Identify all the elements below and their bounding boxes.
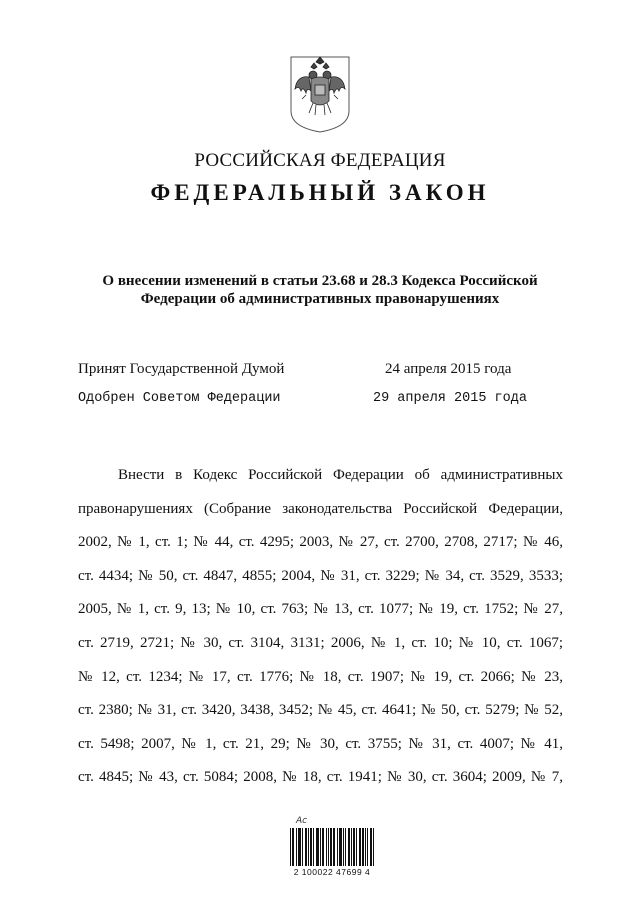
body-line: 2005, № 1, ст. 9, 13; № 10, ст. 763; № 13, ст. 1077; № 19, ст. 1752; № 27, (78, 601, 563, 618)
barcode-icon (290, 828, 374, 866)
duma-adoption-row (78, 361, 528, 383)
body-line: Внести в Кодекс Российской Федерации об административных (118, 467, 563, 483)
body-line: ст. 5498; 2007, № 1, ст. 21, 29; № 30, ст. 3755; № 31, ст. 4007; № 41, (78, 735, 563, 752)
body-line: ст. 4845; № 43, ст. 5084; 2008, № 18, ст. 1941; № 30, ст. 3604; 2009, № 7, (78, 769, 563, 786)
body-text (78, 459, 563, 795)
barcode-number: 2 100022 47699 4 (293, 867, 371, 877)
body-line: ст. 4434; № 50, ст. 4847, 4855; 2004, № 31, ст. 3229; № 34, ст. 3529, 3533; (78, 567, 563, 584)
barcode-mark: Ac (296, 816, 308, 826)
council-approval-label: Одобрен Советом Федерации (78, 391, 281, 406)
barcode (284, 816, 380, 880)
body-line: № 12, ст. 1234; № 17, ст. 1776; № 18, ст. 1907; № 19, ст. 2066; № 23, (78, 668, 563, 685)
body-line: правонарушениях (Собрание законодательства Российской Федерации, (78, 500, 563, 517)
body-line: 2002, № 1, ст. 1; № 44, ст. 4295; 2003, № 27, ст. 2700, 2708, 2717; № 46, (78, 534, 563, 551)
document-title: ФЕДЕРАЛЬНЫЙ ЗАКОН (150, 180, 490, 205)
law-subject-line: О внесении изменений в статьи 23.68 и 28.3 Кодекса Российской (102, 273, 538, 289)
body-line: ст. 2380; № 31, ст. 3420, 3438, 3452; № 45, ст. 4641; № 50, ст. 5279; № 52, (78, 702, 563, 719)
country-name: РОССИЙСКАЯ ФЕДЕРАЦИЯ (194, 150, 446, 171)
law-subject (70, 272, 570, 308)
duma-adoption-label: Принят Государственной Думой (78, 361, 285, 377)
council-approval-row (78, 391, 528, 413)
coat-of-arms-icon (289, 55, 351, 133)
council-approval-date: 29 апреля 2015 года (373, 391, 527, 406)
law-subject-line: Федерации об административных правонарушениях (140, 291, 500, 307)
duma-adoption-date: 24 апреля 2015 года (385, 361, 512, 377)
body-line: ст. 2719, 2721; № 30, ст. 3104, 3131; 2006, № 1, ст. 10; № 10, ст. 1067; (78, 634, 563, 651)
